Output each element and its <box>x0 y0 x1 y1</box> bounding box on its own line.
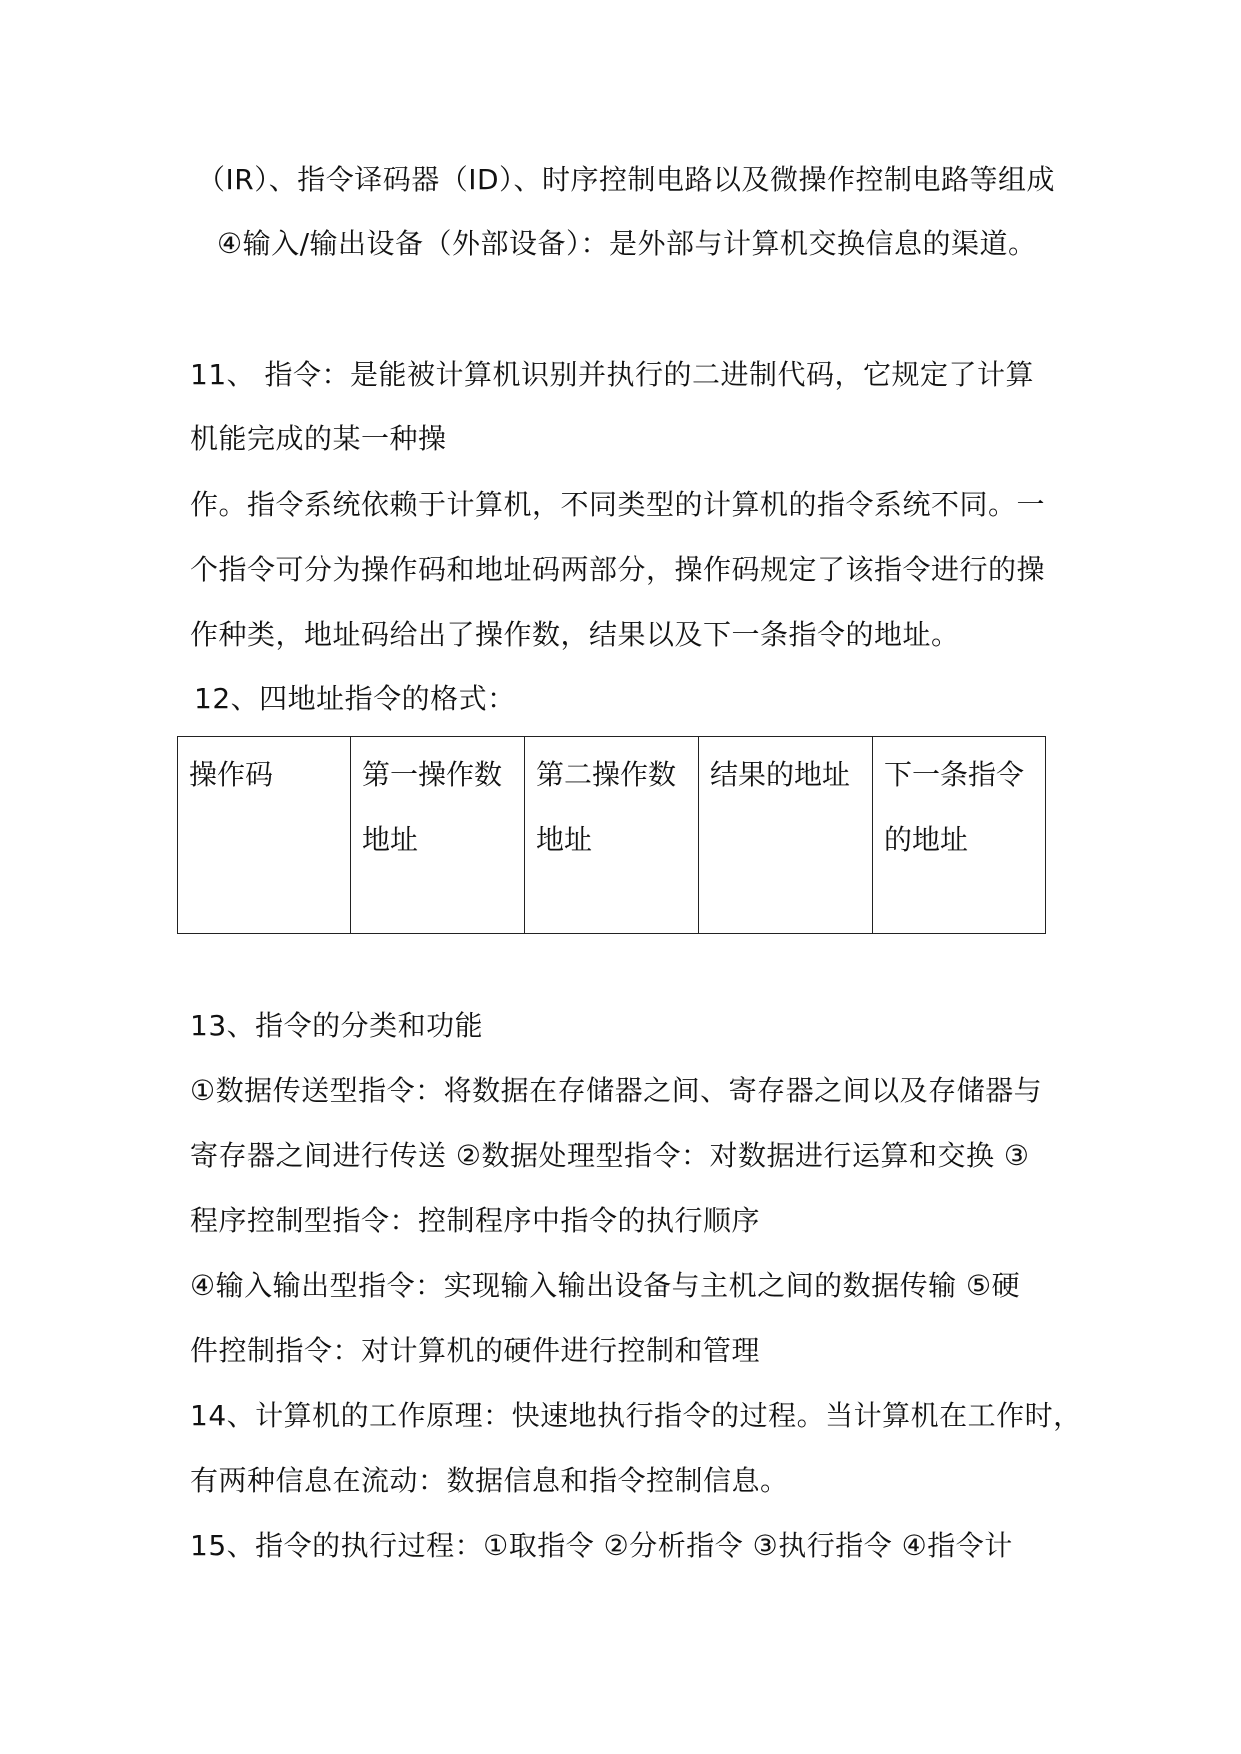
section-12-heading: 12、四地址指令的格式： <box>194 682 516 715</box>
paragraph-line: ④输入/输出设备（外部设备）：是外部与计算机交换信息的渠道。 <box>217 227 1037 260</box>
section-13-heading: 13、指令的分类和功能 <box>190 1009 484 1042</box>
paragraph-line: ④输入输出型指令：实现输入输出设备与主机之间的数据传输 ⑤硬 <box>190 1269 1021 1302</box>
table-cell-result-address: 结果的地址 <box>698 737 872 934</box>
section-14-heading: 14、计算机的工作原理：快速地执行指令的过程。当计算机在工作时， <box>190 1399 1082 1432</box>
paragraph-line: 件控制指令：对计算机的硬件进行控制和管理 <box>190 1334 761 1367</box>
instruction-format-table <box>177 736 1046 934</box>
paragraph-line: 个指令可分为操作码和地址码两部分，操作码规定了该指令进行的操 <box>190 553 1046 586</box>
paragraph-line: 作种类，地址码给出了操作数，结果以及下一条指令的地址。 <box>190 618 960 651</box>
table-cell-next-instruction: 下一条指令的地址 <box>872 737 1045 934</box>
paragraph-line: ①数据传送型指令：将数据在存储器之间、寄存器之间以及存储器与 <box>190 1074 1043 1107</box>
paragraph-line: 作。指令系统依赖于计算机，不同类型的计算机的指令系统不同。一 <box>190 488 1046 521</box>
section-11-heading: 11、 指令：是能被计算机识别并执行的二进制代码，它规定了计算 <box>190 358 1035 391</box>
table-cell-second-operand: 第二操作数地址 <box>524 737 698 934</box>
table-cell-first-operand: 第一操作数地址 <box>350 737 524 934</box>
table-row <box>178 737 1046 934</box>
section-15-heading: 15、指令的执行过程：①取指令 ②分析指令 ③执行指令 ④指令计 <box>190 1529 1013 1562</box>
paragraph-line: 寄存器之间进行传送 ②数据处理型指令：对数据进行运算和交换 ③ <box>190 1139 1030 1172</box>
paragraph-line: 程序控制型指令：控制程序中指令的执行顺序 <box>190 1204 761 1237</box>
paragraph-line: 机能完成的某一种操 <box>190 422 447 455</box>
paragraph-line: 有两种信息在流动：数据信息和指令控制信息。 <box>190 1464 789 1497</box>
table-cell-opcode: 操作码 <box>178 737 351 934</box>
paragraph-line: （IR）、指令译码器（ID）、时序控制电路以及微操作控制电路等组成 <box>197 163 1056 196</box>
